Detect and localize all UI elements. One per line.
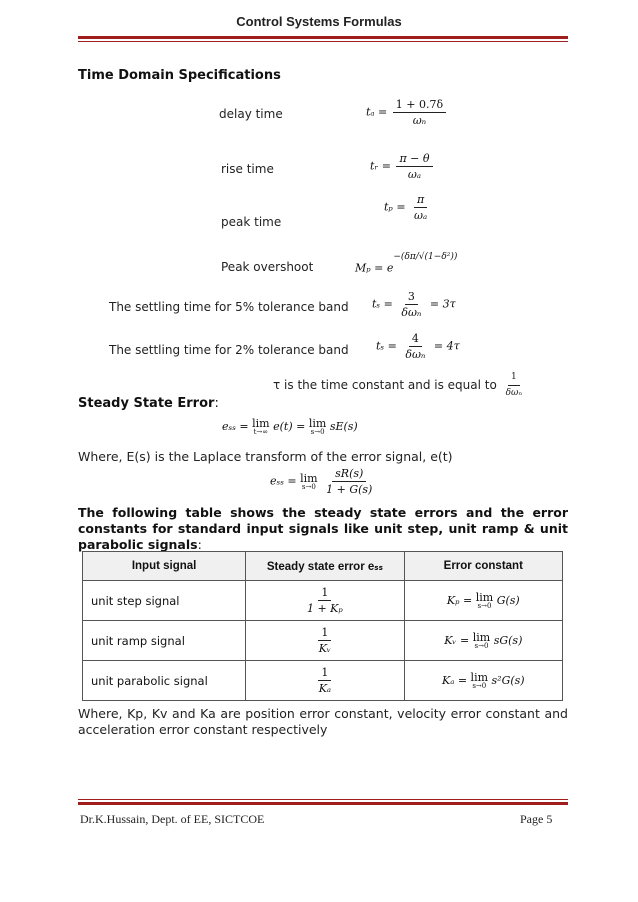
delay-numerator: 1 + 0.7δ	[393, 98, 446, 113]
peak-time-formula	[384, 193, 432, 222]
cell-error	[246, 621, 404, 661]
ess-lim1: lim	[252, 417, 270, 430]
table-intro-text: The following table shows the steady state errors and the error constants for standard input signals like unit step, unit ramp & unit parabolic signals	[78, 505, 568, 552]
cell-constant	[404, 581, 562, 621]
constant-lim: lim	[472, 630, 491, 644]
rise-numerator: π − θ	[396, 152, 432, 167]
ess-lhs: eₛₛ =	[222, 420, 249, 433]
peak-numerator: π	[414, 193, 427, 208]
constant-lim-sub: s→0	[472, 681, 487, 690]
closing-paragraph: Where, Kp, Kv and Ka are position error constant, velocity error constant and acceleration error constant respectively	[78, 706, 568, 737]
settle5-lhs: tₛ =	[372, 297, 393, 311]
settle2-rhs: = 4τ	[433, 339, 460, 353]
table-header-error: Steady state error eₛₛ	[246, 552, 404, 581]
steady-state-error-table	[82, 551, 563, 701]
steady-state-heading-text: Steady State Error	[78, 396, 215, 411]
error-numerator: 1	[318, 586, 331, 601]
ess-lim2-sub: s→0	[310, 428, 325, 436]
constant-rhs: sG(s)	[493, 633, 523, 647]
ess-lim1-sub: t→∞	[253, 428, 269, 436]
ess-mid: e(t) =	[273, 420, 306, 433]
constant-lim-sub: s→0	[477, 601, 492, 610]
rise-lhs: tᵣ =	[370, 159, 391, 173]
constant-lhs: Kᵥ =	[444, 633, 470, 647]
cell-error	[246, 581, 404, 621]
peak-lhs: tₚ =	[384, 200, 406, 214]
ess2-denominator: 1 + G(s)	[326, 483, 373, 496]
settle2-numerator: 4	[409, 332, 422, 347]
footer-rule-thick	[78, 802, 568, 805]
constant-rhs: s²G(s)	[491, 673, 525, 687]
ess-formula	[222, 418, 358, 436]
ess2-lim-sub: s→0	[301, 482, 316, 491]
constant-lhs: Kₐ =	[441, 673, 468, 687]
ess-rhs: sE(s)	[329, 420, 358, 433]
steady-state-heading-colon: :	[214, 396, 219, 411]
laplace-where-text: Where, E(s) is the Laplace transform of the error signal, e(t)	[78, 449, 453, 464]
cell-error	[246, 661, 404, 701]
ess2-lim: lim	[300, 471, 318, 485]
rise-time-label: rise time	[221, 162, 274, 176]
footer-page-number: Page 5	[520, 812, 553, 826]
delay-time-label: delay time	[219, 107, 283, 121]
constant-lhs: Kₚ =	[446, 593, 473, 607]
error-denominator: 1 + Kₚ	[306, 602, 343, 615]
settling-5-label: The settling time for 5% tolerance band	[109, 300, 349, 314]
settle5-numerator: 3	[405, 290, 418, 305]
settle5-rhs: = 3τ	[429, 297, 456, 311]
constant-lim: lim	[470, 670, 489, 684]
delay-time-formula	[366, 98, 448, 127]
rise-time-formula	[370, 152, 435, 181]
table-intro	[78, 505, 568, 553]
cell-input: unit step signal	[83, 581, 246, 621]
settling-2-label: The settling time for 2% tolerance band	[109, 343, 349, 357]
header-rule-thin	[78, 41, 568, 42]
cell-input: unit parabolic signal	[83, 661, 246, 701]
error-denominator: Kₐ	[318, 682, 332, 695]
tau-numerator: 1	[508, 371, 520, 386]
constant-lim-sub: s→0	[474, 641, 489, 650]
settle2-denominator: δωₙ	[405, 348, 426, 361]
delay-lhs: tₐ =	[366, 105, 388, 119]
ess2-numerator: sR(s)	[332, 467, 366, 482]
table-intro-colon: :	[197, 537, 202, 552]
ess-transfer-formula	[270, 467, 377, 496]
cell-constant	[404, 621, 562, 661]
error-denominator: Kᵥ	[318, 642, 332, 655]
error-numerator: 1	[318, 666, 331, 681]
peak-overshoot-formula	[355, 252, 457, 275]
page-header-title: Control Systems Formulas	[236, 14, 402, 29]
table-header-input: Input signal	[83, 552, 246, 581]
steady-state-heading	[78, 396, 219, 411]
cell-input: unit ramp signal	[83, 621, 246, 661]
error-numerator: 1	[318, 626, 331, 641]
constant-lim: lim	[475, 590, 494, 604]
time-domain-heading: Time Domain Specifications	[78, 68, 281, 83]
tau-denominator: δωₙ	[505, 388, 523, 398]
header-rule-thick	[78, 36, 568, 39]
table-row	[83, 581, 563, 621]
table-row	[83, 661, 563, 701]
ess-lim2: lim	[308, 417, 327, 430]
settle2-lhs: tₛ =	[376, 339, 397, 353]
overshoot-exponent: −(δπ/√(1−δ²))	[393, 252, 458, 262]
constant-rhs: G(s)	[496, 593, 520, 607]
table-header-row	[83, 552, 563, 581]
table-header-constant: Error constant	[404, 552, 562, 581]
peak-denominator: ωₐ	[414, 209, 428, 222]
footer-rule-thin	[78, 799, 568, 800]
tau-note	[273, 371, 527, 400]
peak-overshoot-label: Peak overshoot	[221, 260, 314, 274]
tau-note-text: τ is the time constant and is equal to	[273, 378, 497, 392]
delay-denominator: ωₙ	[412, 114, 427, 127]
settling-5-formula	[372, 290, 456, 319]
rise-denominator: ωₐ	[407, 168, 422, 181]
settling-2-formula	[376, 332, 460, 361]
overshoot-lhs: Mₚ = e	[355, 261, 394, 275]
table-row	[83, 621, 563, 661]
peak-time-label: peak time	[221, 215, 282, 229]
footer-author: Dr.K.Hussain, Dept. of EE, SICTCOE	[80, 812, 265, 826]
settle5-denominator: δωₙ	[401, 306, 422, 319]
ess2-lhs: eₛₛ =	[270, 474, 297, 488]
cell-constant	[404, 661, 562, 701]
